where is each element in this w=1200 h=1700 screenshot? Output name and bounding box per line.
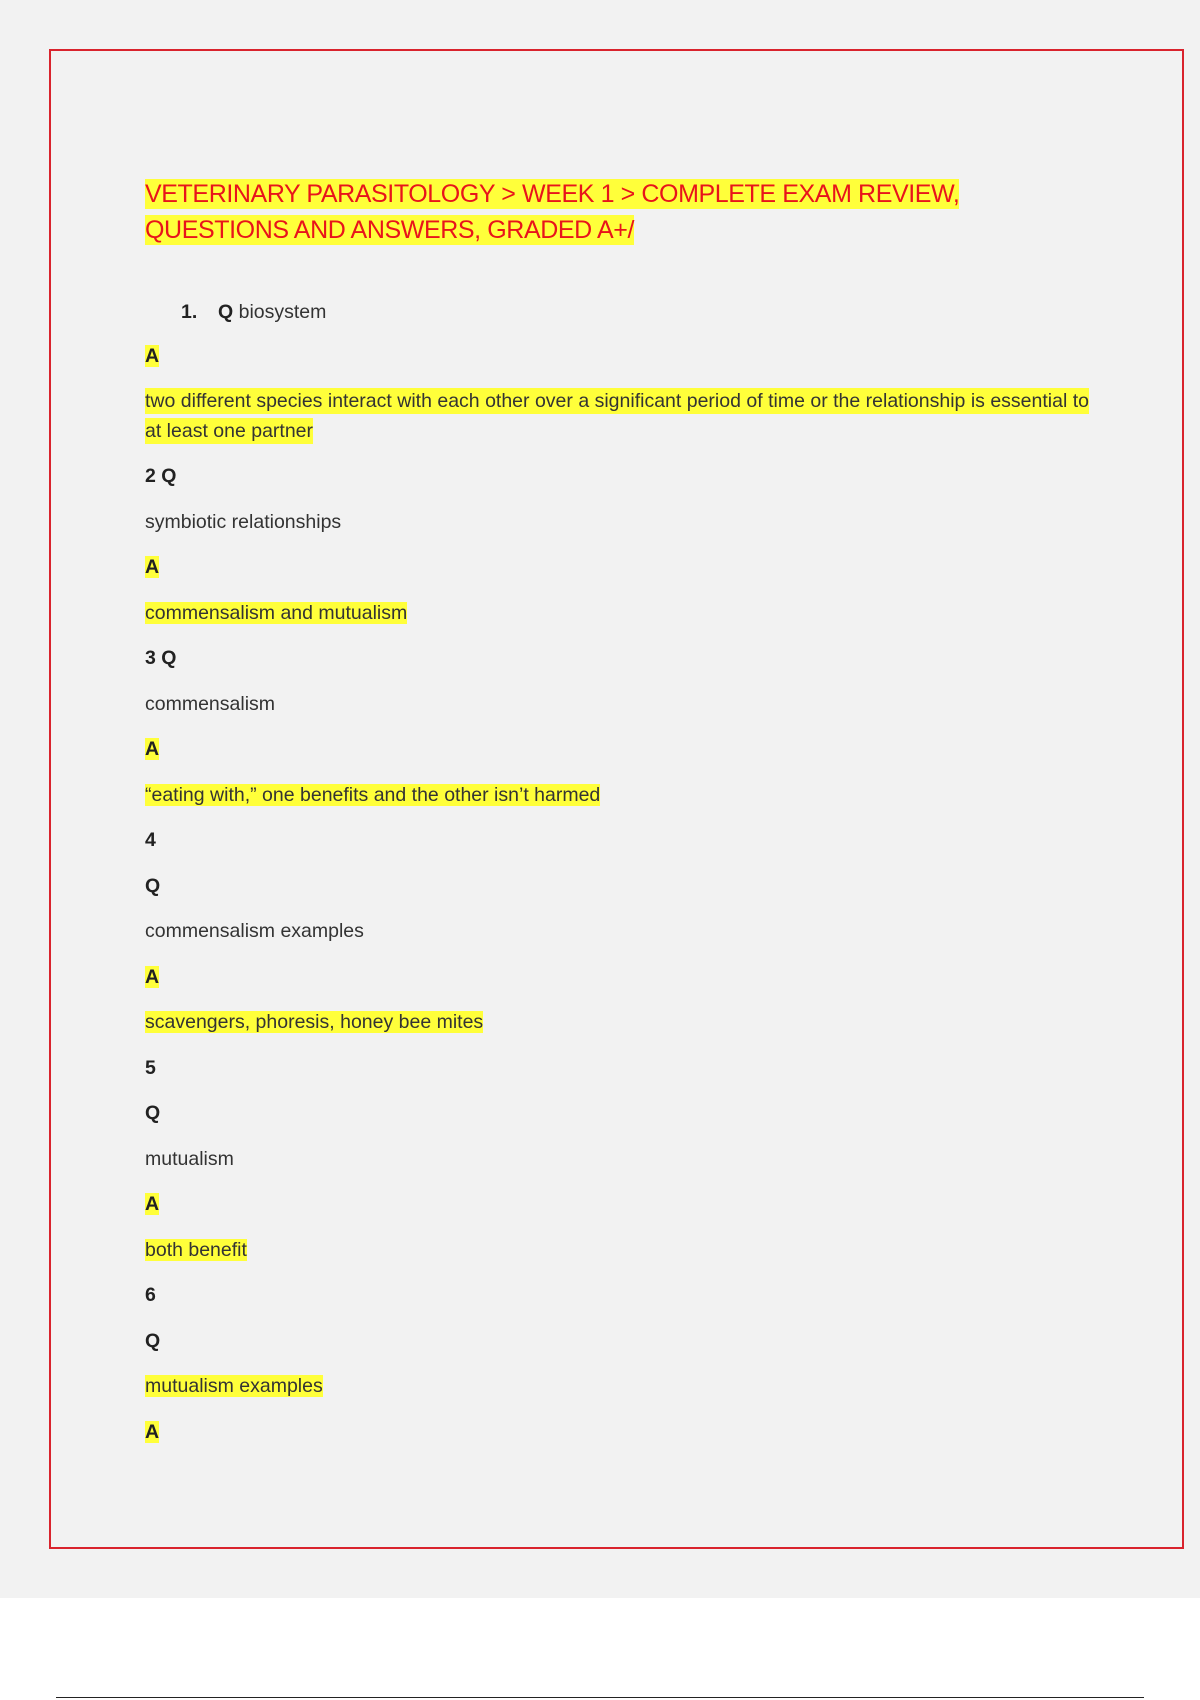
item-3-answer: “eating with,” one benefits and the other isn’t harmed [145, 784, 601, 806]
item-1-a-label-line [145, 341, 1089, 371]
item-6-q-label-line [145, 1326, 1089, 1356]
item-4-a-label: A [145, 966, 160, 988]
item-5-answer-line [145, 1235, 1089, 1265]
item-5-q-label: Q [145, 1102, 161, 1124]
item-6-question-line [145, 1371, 1089, 1401]
item-4-answer-line [145, 1007, 1089, 1037]
item-4-question-line [145, 916, 1089, 946]
document-title-text: VETERINARY PARASITOLOGY > WEEK 1 > COMPLETE EXAM REVIEW, QUESTIONS AND ANSWERS, GRADED A+/ [145, 180, 960, 244]
item-6-number: 6 [145, 1284, 156, 1306]
document-title [145, 176, 1089, 248]
item-4-a-label-line [145, 962, 1089, 992]
item-2-a-label: A [145, 556, 160, 578]
item-3-header-line [145, 643, 1089, 673]
item-4-q-label: Q [145, 875, 161, 897]
item-4-question: commensalism examples [145, 920, 364, 942]
item-6-q-label: Q [145, 1330, 161, 1352]
item-3-header: 3 Q [145, 647, 177, 669]
item-5-question-line [145, 1144, 1089, 1174]
item-1-number: 1. [181, 301, 198, 323]
item-6-number-line [145, 1280, 1089, 1310]
item-2-question-line [145, 507, 1089, 537]
title-block [145, 176, 1089, 248]
item-6-question: mutualism examples [145, 1375, 323, 1397]
item-2-a-label-line [145, 552, 1089, 582]
item-5-number-line [145, 1053, 1089, 1083]
item-1-question-line [181, 297, 326, 327]
item-5-a-label: A [145, 1193, 160, 1215]
item-1-a-label: A [145, 345, 160, 367]
item-3-answer-line [145, 780, 1089, 810]
item-2-header: 2 Q [145, 465, 177, 487]
item-4-q-label-line [145, 871, 1089, 901]
item-1-q-label: Q [218, 301, 234, 323]
item-5-answer: both benefit [145, 1239, 247, 1261]
next-page-divider [56, 1697, 1144, 1698]
item-1-question: biosystem [238, 301, 327, 323]
item-5-number: 5 [145, 1057, 156, 1079]
item-1-answer-line [145, 386, 1089, 446]
item-3-a-label-line [145, 734, 1089, 764]
item-5-q-label-line [145, 1098, 1089, 1128]
item-5-a-label-line [145, 1189, 1089, 1219]
item-5-question: mutualism [145, 1148, 234, 1170]
item-3-question: commensalism [145, 693, 276, 715]
item-4-number: 4 [145, 829, 156, 851]
item-4-number-line [145, 825, 1089, 855]
item-3-question-line [145, 689, 1089, 719]
item-6-a-label-line [145, 1417, 1089, 1447]
item-3-a-label: A [145, 738, 160, 760]
item-2-answer: commensalism and mutualism [145, 602, 408, 624]
item-2-question: symbiotic relationships [145, 511, 342, 533]
item-4-answer: scavengers, phoresis, honey bee mites [145, 1011, 484, 1033]
item-2-header-line [145, 461, 1089, 491]
item-2-answer-line [145, 598, 1089, 628]
item-1-answer: two different species interact with each other over a significant period of time or the relationship is essential to at least one partner [145, 390, 1089, 442]
item-6-a-label: A [145, 1421, 160, 1443]
